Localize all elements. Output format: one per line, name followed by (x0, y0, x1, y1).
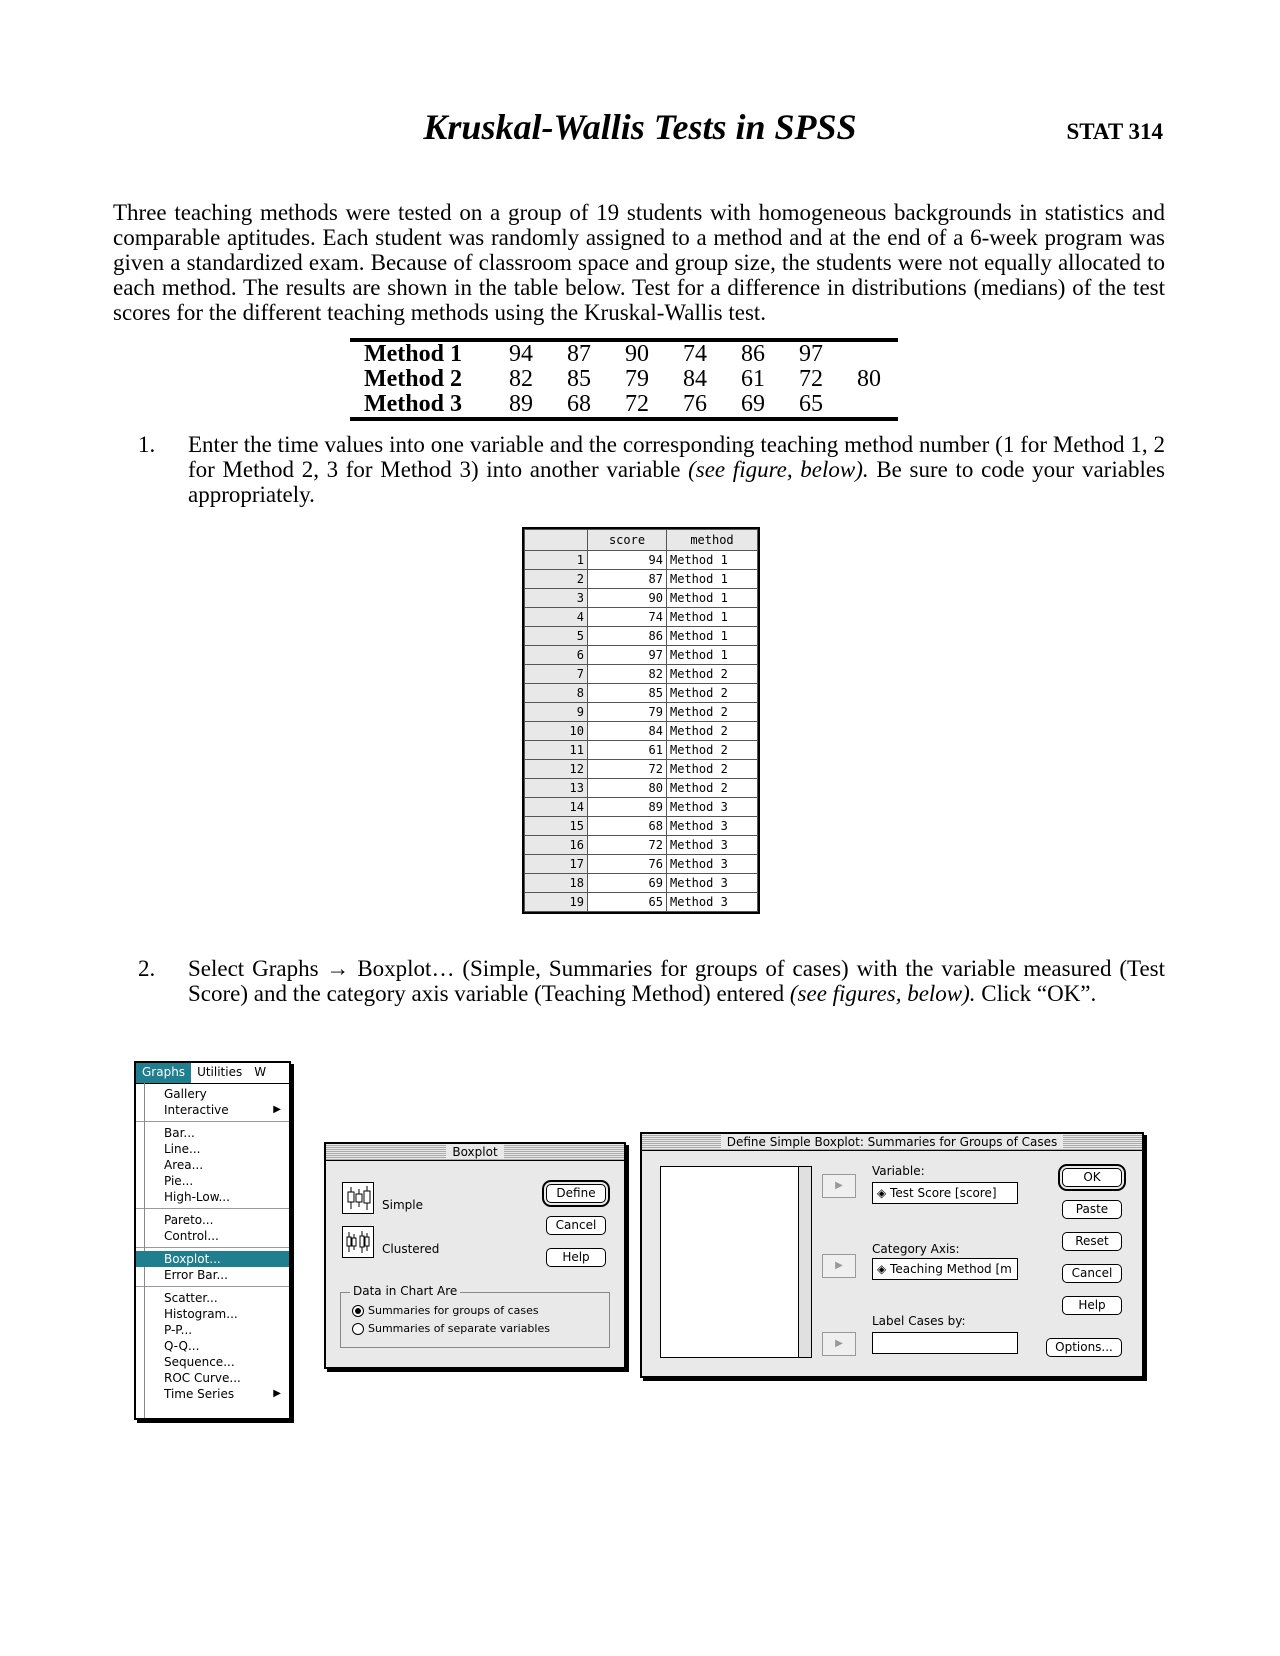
grid-row (525, 551, 758, 570)
grid-cell-score[interactable]: 72 (588, 836, 667, 855)
menu-item[interactable] (136, 1338, 289, 1354)
dialog-titlebar (642, 1134, 1142, 1151)
method-score: 72 (799, 366, 823, 392)
methods-row (350, 392, 898, 419)
grid-cell-method[interactable]: Method 1 (667, 589, 758, 608)
method-score: 69 (741, 391, 765, 417)
grid-row-number[interactable]: 3 (525, 589, 588, 608)
page-title: Kruskal-Wallis Tests in SPSS (423, 107, 857, 147)
method-score: 84 (683, 366, 707, 392)
menu-separator (136, 1121, 289, 1122)
radio-separate-variables-label: Summaries of separate variables (368, 1322, 550, 1335)
method-score: 85 (567, 366, 591, 392)
menu-item-label: Q-Q... (164, 1339, 200, 1353)
method-name: Method 2 (364, 366, 462, 392)
grid-cell-method[interactable]: Method 2 (667, 741, 758, 760)
grid-cell-method[interactable]: Method 1 (667, 551, 758, 570)
menu-item[interactable] (136, 1102, 289, 1118)
grid-row-number[interactable]: 10 (525, 722, 588, 741)
category-axis-label: Category Axis: (872, 1242, 960, 1256)
grid-cell-score[interactable]: 72 (588, 760, 667, 779)
grid-cell-method[interactable]: Method 2 (667, 760, 758, 779)
grid-cell-score[interactable]: 74 (588, 608, 667, 627)
grid-row (525, 874, 758, 893)
method-name: Method 3 (364, 391, 462, 417)
graphs-menu (134, 1061, 291, 1420)
grid-row (525, 608, 758, 627)
course-code: STAT 314 (1066, 119, 1163, 144)
grid-cell-method[interactable]: Method 3 (667, 874, 758, 893)
step-number: 2. (138, 956, 156, 981)
grid-corner-cell (525, 530, 588, 551)
grid-row (525, 836, 758, 855)
menu-item-label: Control... (164, 1229, 219, 1243)
method-score: 72 (625, 391, 649, 417)
label-cases-label: Label Cases by: (872, 1314, 966, 1328)
define-boxplot-dialog (640, 1132, 1144, 1378)
menu-item-label: Bar... (164, 1126, 195, 1140)
menu-item-label: Boxplot... (164, 1252, 221, 1266)
dialog-titlebar (326, 1144, 624, 1161)
simple-boxplot-icon[interactable] (342, 1182, 374, 1214)
simple-label[interactable]: Simple (382, 1198, 423, 1212)
grid-cell-score[interactable]: 82 (588, 665, 667, 684)
variable-list-scrollbar[interactable] (798, 1167, 811, 1357)
menu-item-label: Pie... (164, 1174, 194, 1188)
grid-row (525, 627, 758, 646)
grid-cell-score[interactable]: 80 (588, 779, 667, 798)
cancel-button[interactable]: Cancel (1062, 1264, 1122, 1283)
grid-row (525, 741, 758, 760)
grid-cell-score[interactable]: 86 (588, 627, 667, 646)
menu-item[interactable] (136, 1212, 289, 1228)
step-italic: (see figures, below). (789, 981, 976, 1006)
paste-button[interactable]: Paste (1062, 1200, 1122, 1219)
grid-row (525, 570, 758, 589)
define-button[interactable]: Define (546, 1184, 606, 1203)
grid-row-number[interactable]: 8 (525, 684, 588, 703)
menu-item[interactable] (136, 1189, 289, 1205)
grid-row-number[interactable]: 9 (525, 703, 588, 722)
grid-cell-score[interactable]: 68 (588, 817, 667, 836)
cancel-button[interactable]: Cancel (546, 1216, 606, 1235)
method-score: 61 (741, 366, 765, 392)
grid-cell-method[interactable]: Method 1 (667, 627, 758, 646)
menu-item-label: P-P... (164, 1323, 193, 1337)
menu-item[interactable] (136, 1267, 289, 1283)
menu-item[interactable] (136, 1290, 289, 1306)
grid-cell-method[interactable]: Method 3 (667, 817, 758, 836)
grid-row-number[interactable]: 1 (525, 551, 588, 570)
grid-cell-score[interactable]: 84 (588, 722, 667, 741)
menu-item-label: Histogram... (164, 1307, 238, 1321)
menu-item[interactable] (136, 1173, 289, 1189)
step-number: 1. (138, 432, 156, 457)
reset-button[interactable]: Reset (1062, 1232, 1122, 1251)
menu-item-label: Sequence... (164, 1355, 235, 1369)
methods-row (350, 340, 898, 367)
grid-row-number[interactable]: 2 (525, 570, 588, 589)
menu-bar (136, 1063, 289, 1084)
grid-cell-score[interactable]: 89 (588, 798, 667, 817)
method-score: 68 (567, 391, 591, 417)
dialog-title: Boxplot (446, 1145, 503, 1159)
grid-cell-method[interactable]: Method 2 (667, 703, 758, 722)
menu-separator (136, 1208, 289, 1209)
menu-item[interactable] (136, 1306, 289, 1322)
grid-cell-score[interactable]: 90 (588, 589, 667, 608)
menu-item-label: Line... (164, 1142, 201, 1156)
menu-item-label: Area... (164, 1158, 204, 1172)
submenu-arrow-icon: ▶ (273, 1104, 281, 1115)
menu-item[interactable] (136, 1086, 289, 1102)
menu-item-label: Time Series (164, 1387, 235, 1401)
grid-row-number[interactable]: 6 (525, 646, 588, 665)
menu-item[interactable] (136, 1251, 289, 1267)
method-score: 90 (625, 341, 649, 367)
category-axis-field[interactable]: ◈ Teaching Method [m (872, 1258, 1018, 1280)
menu-item[interactable] (136, 1386, 289, 1402)
grid-row-number[interactable]: 19 (525, 893, 588, 912)
menu-item[interactable] (136, 1141, 289, 1157)
menu-item[interactable] (136, 1370, 289, 1386)
method-score (840, 340, 898, 367)
radio-summaries-groups[interactable] (352, 1304, 539, 1317)
variable-list[interactable] (660, 1166, 812, 1358)
boxplot-dialog (324, 1142, 626, 1369)
grid-row (525, 722, 758, 741)
step-text: Select Graphs → Boxplot… (Simple, Summaries for groups of cases) with the variable measured (Test Score) and the category axis variable (Teaching Method) entered (188, 956, 1165, 1006)
menu-item[interactable] (136, 1157, 289, 1173)
clustered-label[interactable]: Clustered (382, 1242, 440, 1256)
grid-row-number[interactable]: 13 (525, 779, 588, 798)
grid-row (525, 779, 758, 798)
grid-cell-method[interactable]: Method 1 (667, 646, 758, 665)
step-text: Enter the time values into one variable and the corresponding teaching method number (1 for Method 1, 2 for Method 2, 3 for Method 3) into another variable (188, 432, 1165, 482)
step-2 (138, 956, 1165, 1006)
grid-cell-score[interactable]: 76 (588, 855, 667, 874)
method-name: Method 1 (364, 341, 462, 367)
grid-cell-method[interactable]: Method 2 (667, 665, 758, 684)
methods-row (350, 367, 898, 392)
category-axis-field-value: Teaching Method [m (890, 1262, 1012, 1276)
label-cases-field[interactable] (872, 1332, 1018, 1354)
menu-item[interactable] (136, 1125, 289, 1141)
ok-button[interactable]: OK (1062, 1168, 1122, 1187)
method-score (840, 392, 898, 419)
menu-separator (136, 1247, 289, 1248)
grid-cell-method[interactable]: Method 3 (667, 836, 758, 855)
method-score: 65 (799, 391, 823, 417)
move-variable-arrow-icon[interactable]: ▶ (822, 1174, 856, 1198)
clustered-boxplot-icon[interactable] (342, 1226, 374, 1258)
dialog-title: Define Simple Boxplot: Summaries for Groups of Cases (721, 1135, 1064, 1149)
menu-window[interactable]: W (254, 1065, 267, 1079)
grid-row-number[interactable]: 12 (525, 760, 588, 779)
radio-separate-variables[interactable] (352, 1322, 550, 1335)
grid-row-number[interactable]: 7 (525, 665, 588, 684)
menu-item-label: Pareto... (164, 1213, 214, 1227)
grid-cell-method[interactable]: Method 2 (667, 779, 758, 798)
grid-row-number[interactable]: 4 (525, 608, 588, 627)
grid-row (525, 817, 758, 836)
options-button[interactable]: Options... (1046, 1338, 1122, 1357)
move-label-arrow-icon[interactable]: ▶ (822, 1332, 856, 1356)
help-button[interactable]: Help (546, 1248, 606, 1267)
radio-empty-icon (352, 1323, 364, 1335)
menu-graphs[interactable]: Graphs (136, 1063, 191, 1083)
method-score: 82 (509, 366, 533, 392)
data-in-chart-group (340, 1292, 610, 1348)
grid-cell-method[interactable]: Method 2 (667, 722, 758, 741)
variable-field[interactable]: ◈ Test Score [score] (872, 1182, 1018, 1204)
method-score: 89 (509, 391, 533, 417)
radio-summaries-groups-label: Summaries for groups of cases (368, 1304, 539, 1317)
methods-table (350, 338, 898, 421)
variable-field-value: Test Score [score] (890, 1186, 997, 1200)
grid-cell-score[interactable]: 94 (588, 551, 667, 570)
menu-item[interactable] (136, 1354, 289, 1370)
grid-cell-score[interactable]: 69 (588, 874, 667, 893)
grid-row-number[interactable]: 15 (525, 817, 588, 836)
grid-cell-method[interactable]: Method 1 (667, 608, 758, 627)
grid-row-number[interactable]: 17 (525, 855, 588, 874)
variable-label: Variable: (872, 1164, 925, 1178)
grid-row (525, 646, 758, 665)
move-category-arrow-icon[interactable]: ▶ (822, 1254, 856, 1278)
method-score: 80 (857, 366, 881, 392)
radio-selected-icon (352, 1305, 364, 1317)
step-1 (138, 432, 1165, 507)
grid-row (525, 855, 758, 874)
grid-cell-score[interactable]: 85 (588, 684, 667, 703)
method-score: 74 (683, 341, 707, 367)
method-score: 79 (625, 366, 649, 392)
menu-item-label: Scatter... (164, 1291, 218, 1305)
grid-header-score[interactable]: score (588, 530, 667, 551)
method-score: 76 (683, 391, 707, 417)
menu-item-label: Gallery (164, 1087, 207, 1101)
menu-item-label: ROC Curve... (164, 1371, 241, 1385)
grid-cell-score[interactable]: 87 (588, 570, 667, 589)
data-editor-grid (522, 527, 760, 914)
grid-header-method[interactable]: method (667, 530, 758, 551)
grid-cell-score[interactable]: 79 (588, 703, 667, 722)
menu-separator (136, 1286, 289, 1287)
menu-item[interactable] (136, 1322, 289, 1338)
grid-row-number[interactable]: 18 (525, 874, 588, 893)
menu-item-label: Interactive (164, 1103, 229, 1117)
grid-row (525, 703, 758, 722)
method-score: 97 (799, 341, 823, 367)
step-tail: Be sure to code your variables appropriately. (188, 457, 1165, 507)
grid-row-number[interactable]: 5 (525, 627, 588, 646)
grid-cell-method[interactable]: Method 3 (667, 798, 758, 817)
menu-utilities[interactable]: Utilities (197, 1065, 243, 1079)
grid-cell-score[interactable]: 97 (588, 646, 667, 665)
method-score: 94 (509, 341, 533, 367)
step-italic: (see figure, below). (688, 457, 869, 482)
submenu-arrow-icon: ▶ (273, 1388, 281, 1399)
menu-item[interactable] (136, 1228, 289, 1244)
help-button[interactable]: Help (1062, 1296, 1122, 1315)
menu-item-label: High-Low... (164, 1190, 230, 1204)
grid-cell-score[interactable]: 65 (588, 893, 667, 912)
grid-row (525, 665, 758, 684)
data-in-chart-label: Data in Chart Are (350, 1284, 460, 1298)
grid-row (525, 893, 758, 912)
grid-row-number[interactable]: 11 (525, 741, 588, 760)
grid-cell-method[interactable]: Method 3 (667, 855, 758, 874)
grid-row (525, 798, 758, 817)
intro-paragraph: Three teaching methods were tested on a group of 19 students with homogeneous backgrounds in statistics and comparable aptitudes. Each student was randomly assigned to a method and at the end of a 6-week program was given a standardized exam. Because of classroom space and group size, the students were not equally allocated to each method. The results are shown in the table below. Test for a difference in distributions (medians) of the test scores for the different teaching methods using the Kruskal-Wallis test. (113, 200, 1165, 325)
step-tail: Click “OK”. (975, 981, 1097, 1006)
grid-cell-method[interactable]: Method 3 (667, 893, 758, 912)
grid-row (525, 684, 758, 703)
grid-cell-method[interactable]: Method 1 (667, 570, 758, 589)
grid-cell-score[interactable]: 61 (588, 741, 667, 760)
grid-row (525, 589, 758, 608)
menu-items (136, 1084, 289, 1402)
grid-row-number[interactable]: 14 (525, 798, 588, 817)
method-score: 86 (741, 341, 765, 367)
grid-cell-method[interactable]: Method 2 (667, 684, 758, 703)
menu-item-label: Error Bar... (164, 1268, 228, 1282)
grid-row (525, 760, 758, 779)
method-score: 87 (567, 341, 591, 367)
grid-row-number[interactable]: 16 (525, 836, 588, 855)
